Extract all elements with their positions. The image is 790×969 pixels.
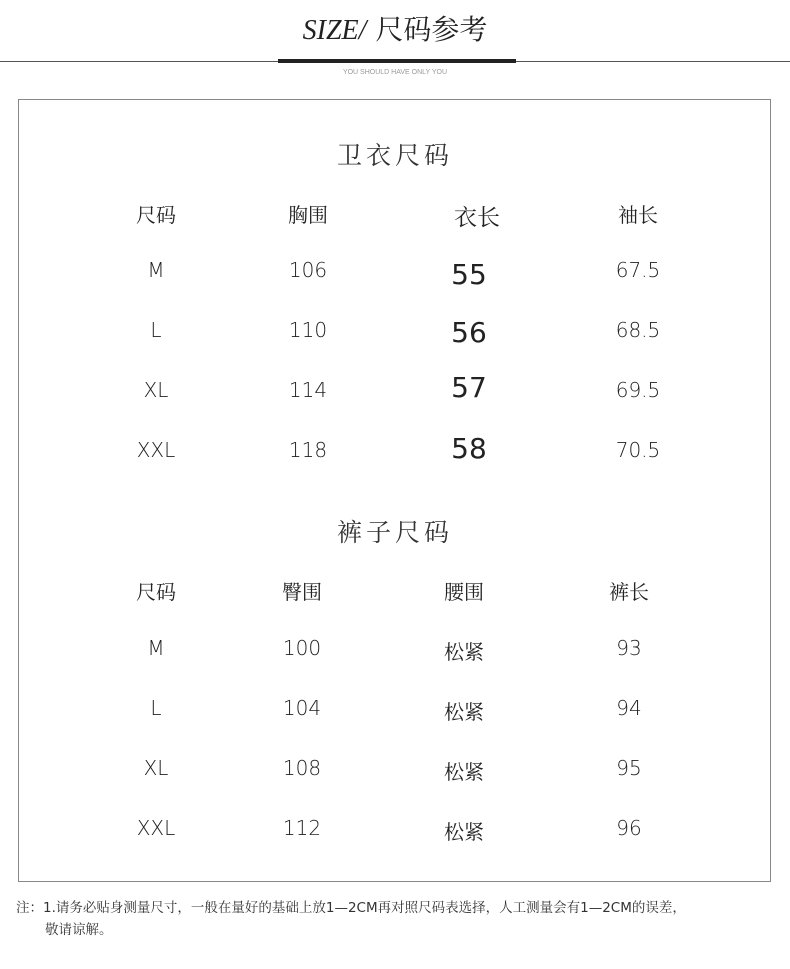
hoodie-cell: 67.5 [615,258,661,282]
pants-cell: 松紧 [444,760,484,784]
hoodie-section-title: 卫衣尺码 [336,141,453,170]
hoodie-cell: 57 [451,371,487,404]
hoodie-cell: 106 [288,258,328,282]
pants-header-size: 尺码 [136,580,176,604]
hoodie-cell: 56 [451,316,487,349]
page-title-cjk: 尺码参考 [366,13,488,46]
hoodie-cell: L [150,318,162,342]
header-tagline: YOU SHOULD HAVE ONLY YOU [342,69,448,76]
pants-cell: 94 [616,696,642,720]
hoodie-cell: 70.5 [615,438,661,462]
hoodie-header-size: 尺码 [136,203,176,227]
pants-cell: 松紧 [444,640,484,664]
hoodie-cell: 58 [451,432,487,465]
hoodie-header-length: 衣长 [454,205,500,231]
hoodie-cell: 114 [288,378,328,402]
pants-header-hip: 臀围 [282,580,322,604]
hoodie-cell: M [147,258,165,282]
pants-cell: L [150,696,162,720]
measurement-note [16,897,776,941]
page-title [0,10,790,51]
pants-cell: M [147,636,165,660]
pants-cell: 93 [616,636,642,660]
hoodie-cell: 68.5 [615,318,661,342]
pants-header-waist: 腰围 [444,580,484,604]
hoodie-cell: 55 [451,258,487,291]
hoodie-header-chest: 胸围 [288,203,328,227]
pants-cell: 松紧 [444,700,484,724]
pants-cell: XXL [136,816,176,840]
hoodie-cell: XL [143,378,169,402]
note-text: 1.请务必贴身测量尺寸，一般在量好的基础上放1—2CM再对照尺码表选择，人工测量会有1—2CM的误差， [43,900,686,916]
pants-header-length: 裤长 [609,580,649,604]
hoodie-header-sleeve: 袖长 [618,203,658,227]
pants-cell: 96 [616,816,642,840]
pants-cell: XL [143,756,169,780]
measurement-note-line-2: 敬请谅解。 [45,922,113,938]
pants-cell: 松紧 [444,820,484,844]
header-accent-bar [278,59,516,63]
size-chart-frame [18,99,771,882]
hoodie-cell: 69.5 [615,378,661,402]
pants-cell: 100 [282,636,322,660]
page-title-latin: SIZE/ [302,15,367,46]
pants-cell: 108 [282,756,322,780]
measurement-note-line-1 [16,897,776,919]
hoodie-cell: 118 [288,438,328,462]
pants-cell: 95 [616,756,642,780]
note-prefix: 注： [16,900,43,916]
pants-cell: 112 [282,816,322,840]
pants-cell: 104 [282,696,322,720]
pants-section-title: 裤子尺码 [336,518,453,547]
hoodie-cell: 110 [288,318,328,342]
hoodie-cell: XXL [136,438,176,462]
